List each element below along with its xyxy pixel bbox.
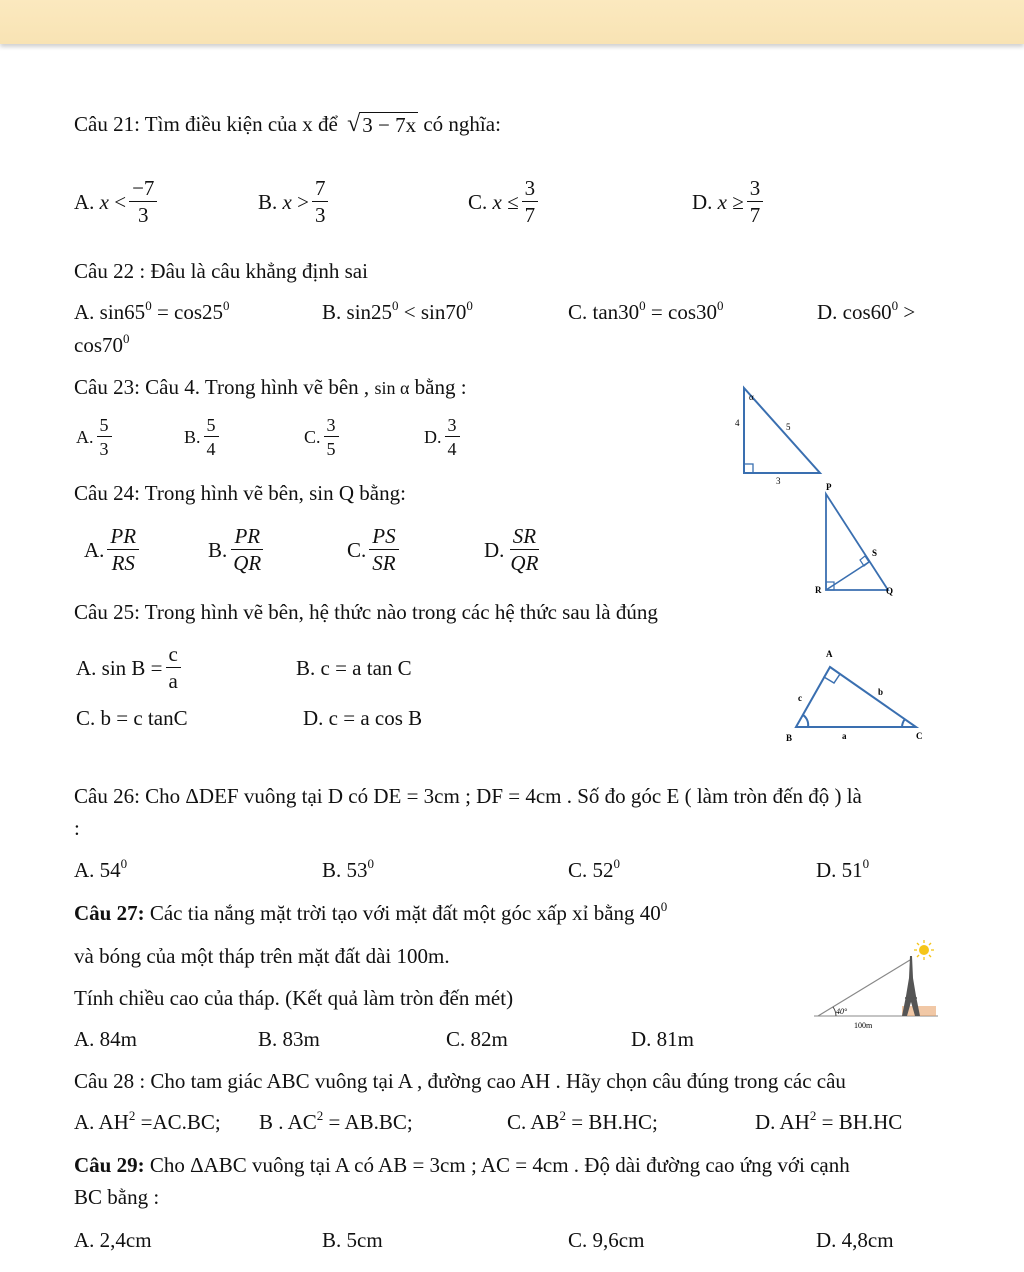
- q23-option-a[interactable]: A. $\frac{5}{3}$: [76, 416, 115, 458]
- q27-sun-icon: [919, 945, 929, 955]
- q25-label-side-b: b: [878, 687, 884, 697]
- q23-question: Câu 23: Câu 4. Trong hình vẽ bên , sin α bằng :: [74, 375, 467, 399]
- q27-label-distance: 100m: [854, 1021, 873, 1030]
- q25-label-b: B: [786, 733, 793, 743]
- q29-option-d[interactable]: D. 4,8cm: [816, 1228, 894, 1252]
- q22-option-c[interactable]: C. $\tan 30^0 = \cos 30^0$: [568, 298, 724, 324]
- q23-option-d[interactable]: D. $\frac{3}{4}$: [424, 416, 463, 458]
- q22-question: Câu 22 : Đâu là câu khẳng định sai: [74, 259, 368, 283]
- q28-option-c[interactable]: C. $AB^2 = BH.HC$;: [507, 1108, 658, 1134]
- q27-option-b[interactable]: B. 83m: [258, 1027, 320, 1051]
- q24-option-d[interactable]: D. $\frac{SR}{QR}$: [484, 524, 539, 575]
- q21-option-a[interactable]: A. x < $\frac{-7}{3}$: [74, 178, 160, 226]
- q22-option-a[interactable]: A. $\sin 65^0 = \cos 25^0$: [74, 298, 230, 324]
- q23-right-angle: [744, 464, 753, 473]
- q25-triangle: [796, 667, 916, 727]
- q29-option-c[interactable]: C. 9,6cm: [568, 1228, 645, 1252]
- q26-option-c[interactable]: C. $52^0$: [568, 856, 621, 882]
- q27-option-d[interactable]: D. 81m: [631, 1027, 694, 1051]
- q25-option-c[interactable]: C. b = c tanC: [76, 706, 188, 730]
- q23-option-c[interactable]: C. $\frac{3}{5}$: [304, 416, 342, 458]
- q24-option-c[interactable]: C. $\frac{PS}{SR}$: [347, 526, 402, 574]
- q27-option-a[interactable]: A. 84m: [74, 1027, 137, 1051]
- q25-option-a[interactable]: A. sin B = $\frac{c}{a}$: [76, 644, 184, 692]
- q21-option-d[interactable]: D. x ≥ $\frac{3}{7}$: [692, 178, 766, 226]
- q27-question: Câu 27: Các tia nắng mặt trời tạo với mặt đất một góc xấp xỉ bằng $40^0$: [74, 899, 668, 925]
- q24-label-q: Q: [886, 586, 894, 596]
- q27-question-line2: và bóng của một tháp trên mặt đất dài 100m.: [74, 944, 450, 968]
- q21-question: Câu 21: Tìm điều kiện của x để √ 3 − 7x có nghĩa:: [74, 111, 501, 138]
- q25-triangle-figure: [782, 645, 932, 745]
- q22-option-d[interactable]: D. $\cos 60^0$ >: [817, 298, 916, 324]
- q27-sun-ray: [818, 960, 910, 1016]
- q25-label-side-c: c: [798, 693, 802, 703]
- q24-triangle-figure: [812, 482, 892, 597]
- q28-question: Câu 28 : Cho tam giác ABC vuông tại A , đường cao AH . Hãy chọn câu đúng trong các câu: [74, 1069, 846, 1093]
- q25-question: Câu 25: Trong hình vẽ bên, hệ thức nào trong các hệ thức sau là đúng: [74, 600, 658, 624]
- q23-option-b[interactable]: B. $\frac{5}{4}$: [184, 416, 222, 458]
- q24-label-p: P: [826, 482, 832, 492]
- q29-option-b[interactable]: B. 5cm: [322, 1228, 383, 1252]
- q22-option-d-cont: $\cos 70^0$: [74, 331, 130, 357]
- q25-angle-b: [803, 715, 808, 727]
- q21-sqrt: √ 3 − 7x: [347, 111, 417, 138]
- q24-question: Câu 24: Trong hình vẽ bên, sin Q bằng:: [74, 481, 406, 505]
- q23-label-alpha: α: [749, 392, 754, 402]
- q26-option-b[interactable]: B. $53^0$: [322, 856, 375, 882]
- q27-option-c[interactable]: C. 82m: [446, 1027, 508, 1051]
- q24-option-b[interactable]: B. $\frac{PR}{QR}$: [208, 524, 262, 575]
- q28-option-b[interactable]: B . $AC^2 = AB.BC$;: [259, 1108, 413, 1134]
- q27-question-line3: Tính chiều cao của tháp. (Kết quả làm tròn đến mét): [74, 986, 514, 1010]
- q22-option-b[interactable]: B. $\sin 25^0 < \sin 70^0$: [322, 298, 473, 324]
- q28-option-a[interactable]: A. $AH^2 =AC.BC$;: [74, 1108, 221, 1134]
- q29-option-a[interactable]: A. 2,4cm: [74, 1228, 152, 1252]
- q29-question-cont: BC bằng :: [74, 1185, 160, 1209]
- q21-option-c[interactable]: C. x ≤ $\frac{3}{7}$: [468, 178, 541, 226]
- q25-label-c: C: [916, 731, 923, 741]
- q23-label-5: 5: [786, 422, 791, 432]
- q27-tower-figure: [806, 938, 946, 1034]
- q26-question: Câu 26: Cho ΔDEF vuông tại D có DE = 3cm ; DF = 4cm . Số đo góc E ( làm tròn đến độ ) là: [74, 784, 862, 808]
- q25-label-a: A: [826, 649, 833, 659]
- q25-label-side-a: a: [842, 731, 847, 741]
- q23-label-4: 4: [735, 418, 740, 428]
- q26-option-a[interactable]: A. $54^0$: [74, 856, 128, 882]
- q24-label-s: S: [872, 548, 878, 558]
- q24-triangle: [826, 494, 888, 590]
- q24-altitude: [826, 562, 869, 590]
- q29-question: Câu 29: Cho ΔABC vuông tại A có AB = 3cm ; AC = 4cm . Độ dài đường cao ứng với cạnh: [74, 1153, 850, 1177]
- q25-option-d[interactable]: D. c = a cos B: [303, 706, 423, 730]
- top-banner: [0, 0, 1024, 44]
- q21-option-b[interactable]: B. x > $\frac{7}{3}$: [258, 178, 331, 226]
- q27-label-angle: 40°: [836, 1007, 848, 1016]
- q28-option-d[interactable]: D. $AH^2 = BH.HC$: [755, 1108, 903, 1134]
- q24-option-a[interactable]: A. $\frac{PR}{RS}$: [84, 526, 142, 574]
- q23-triangle-figure: [730, 380, 830, 490]
- q24-label-r: R: [815, 585, 822, 595]
- q26-question-cont: :: [74, 816, 80, 840]
- q23-triangle: [744, 388, 820, 473]
- q26-option-d[interactable]: D. $51^0$: [816, 856, 870, 882]
- q25-option-b[interactable]: B. c = a tan C: [296, 656, 412, 680]
- q25-angle-c: [902, 719, 905, 727]
- q23-label-3: 3: [776, 476, 781, 486]
